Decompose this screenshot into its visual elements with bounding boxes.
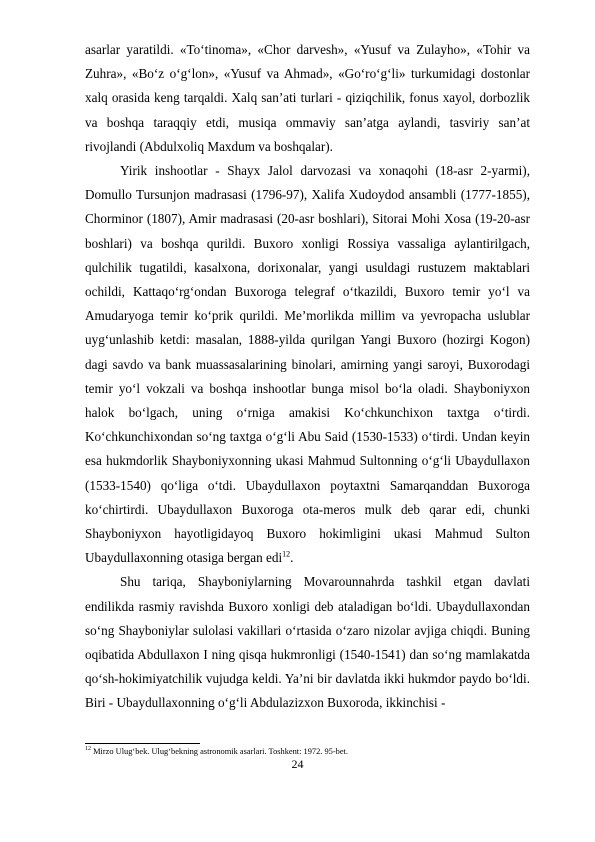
footnote-reference[interactable]: 12 <box>282 549 291 559</box>
paragraph-3: Shu tariqa, Shayboniylarning Movarounnahrda tashkil etgan davlati endilikda rasmiy ravishda Buxoro xonligi deb ataladigan bo‘ldi. Ubaydullaxondan so‘ng Shayboniylar sulolasi vakillari o‘rtasida o‘zaro nizolar avjiga chiqdi. Buning oqibatida Abdullaxon I ning qisqa hukmronligi (1540-1541) dan so‘ng mamlakatda qo‘sh-hokimiyatchilik vujudga keldi. Ya’ni bir davlatda ikki hukmdor paydo bo‘ldi. Biri - Ubaydullaxonning o‘g‘li Abdulazizxon Buxoroda, ikkinchisi - <box>85 574 530 711</box>
main-text <box>85 38 530 716</box>
footnote-divider <box>85 743 200 744</box>
footnote-text: Mirzo Ulug‘bek. Ulug‘bekning astronomik asarlari. Toshkent: 1972. 95-bet. <box>91 747 348 756</box>
paragraph-1: asarlar yaratildi. «To‘tinoma», «Chor darvesh», «Yusuf va Zulayho», «Tohir va Zuhra», «Bo‘z o‘g‘lon», «Yusuf va Ahmad», «Go‘ro‘g‘li» turkumidagi dostonlar xalq orasida keng tarqaldi. Xalq san’ati turlari - qiziqchilik, fonus xayol, dorbozlik va boshqa taraqqiy etdi, musiqa ommaviy san’atga aylandi, tasviriy san’at rivojlandi (Abdulxoliq Maxdum va boshqalar). <box>85 42 530 154</box>
footnote-number: 12 <box>85 746 91 753</box>
footnote <box>85 746 530 757</box>
paragraph-2-tail: . <box>290 550 294 566</box>
paragraph-2 <box>85 159 530 570</box>
page-body <box>85 38 530 716</box>
paragraph-2-text: Yirik inshootlar - Shayx Jalol darvozasi va xonaqohi (18-asr 2-yarmi), Domullo Tursunjon madrasasi (1796-97), Xalifa Xudoydod ansambli (1777-1855), Chorminor (1807), Amir madrasasi (20-asr boshlari), Sitorai Mohi Xosa (19-20-asr boshlari) va boshqa qurildi. Buxoro xonligi Rossiya vassaliga aylantirilgach, qulchilik tugatildi, kasalxona, dorixonalar, yangi usuldagi rustuzem maktablari ochildi, Kattaqo‘rg‘ondan Buxoroga telegraf o‘tkazildi, Buxoro temir yo‘l va Amudaryoga temir ko‘prik qurildi. Me’morlikda millim va yevropacha uslublar uyg‘unlashib ketdi: masalan, 1888-yilda qurilgan Yangi Buxoro (hozirgi Kogon) dagi savdo va bank muassasalarining binolari, amirning yangi saroyi, Buxorodagi temir yo‘l vokzali va boshqa inshootlar bunga misol bo‘la oladi. Shayboniyxon halok bo‘lgach, uning o‘rniga amakisi Ko‘chkunchixon taxtga o‘tirdi. Ko‘chkunchixondan so‘ng taxtga o‘g‘li Abu Said (1530-1533) o‘tirdi. Undan keyin esa hukmdorlik Shayboniyxonning ukasi Mahmud Sultonning o‘g‘li Ubaydullaxon (1533-1540) qo‘liga o‘tdi. Ubaydullaxon poytaxtni Samarqanddan Buxoroga ko‘chirtirdi. Ubaydullaxon Buxoroga ota-meros mulk deb qarar edi, chunki Shayboniyxon hayotligidayoq Buxoro hokimligini ukasi Mahmud Sulton Ubaydullaxonning otasiga bergan edi <box>85 163 530 566</box>
page-number: 24 <box>291 757 304 771</box>
